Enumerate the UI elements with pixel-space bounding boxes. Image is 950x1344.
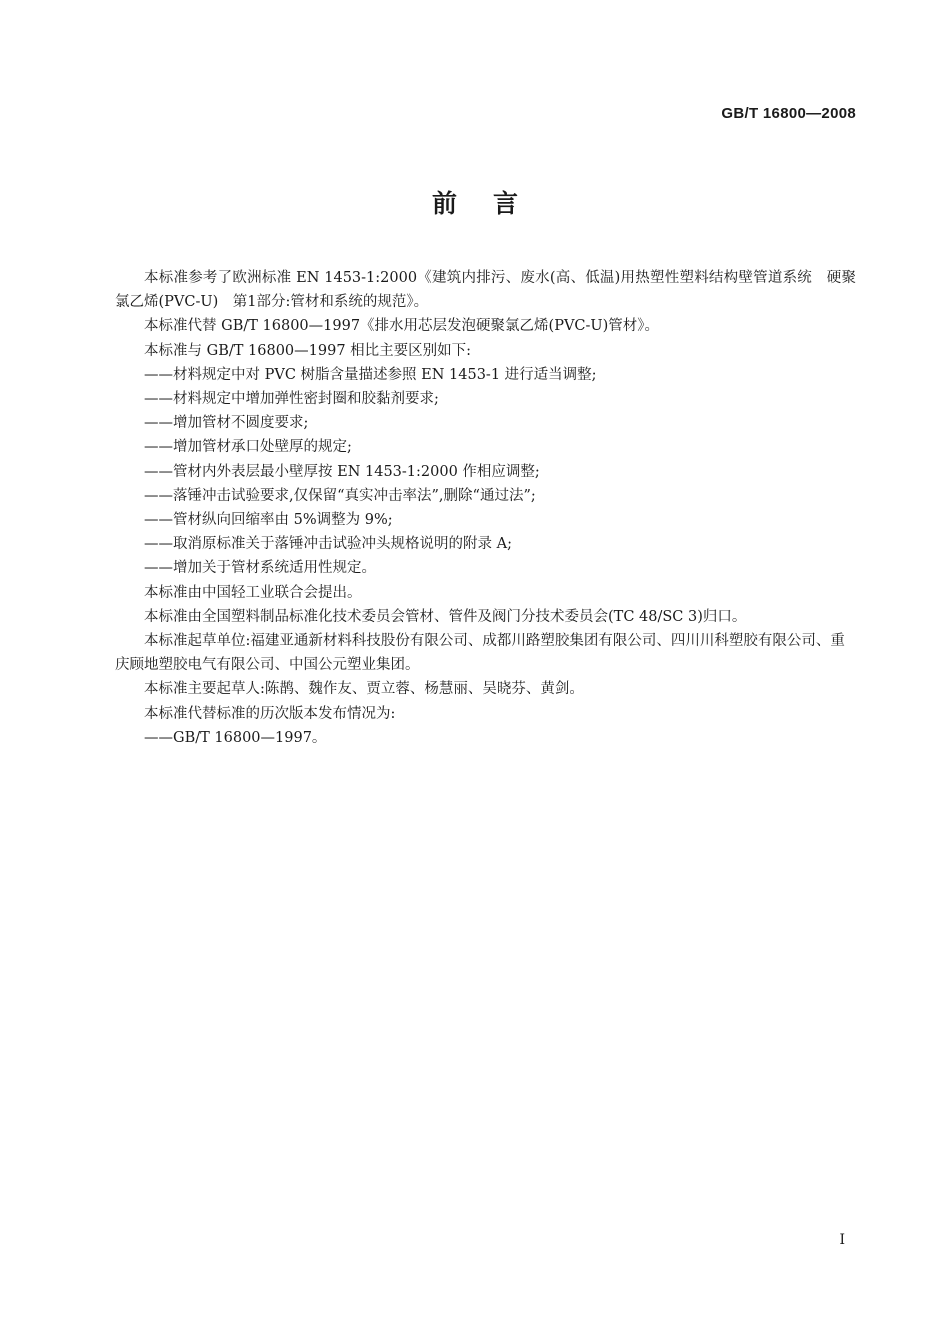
standard-code: GB/T 16800—2008 [721,105,856,122]
replaces-paragraph: 本标准代替 GB/T 16800—1997《排水用芯层发泡硬聚氯乙烯(PVC-U)管材》。 [144,318,660,335]
change-item: ——管材内外表层最小壁厚按 EN 1453-1:2000 作相应调整; [144,463,540,480]
history-item: ——GB/T 16800—1997。 [144,729,327,746]
change-item: ——增加关于管材系统适用性规定。 [144,560,376,577]
page-title: 前言 [431,189,554,218]
committee-paragraph: 本标准由全国塑料制品标准化技术委员会管材、管件及阀门分技术委员会(TC 48/SC 3)归口。 [144,608,747,625]
reference-paragraph: 本标准参考了欧洲标准 EN 1453-1:2000《建筑内排污、废水(高、低温)用热塑性塑料结构壁管道系统 硬聚氯乙烯(PVC-U) 第1部分:管材和系统的规范》。 [115,270,856,311]
change-item: ——增加管材承口处壁厚的规定; [144,439,352,456]
drafting-units-paragraph: 本标准起草单位:福建亚通新材料科技股份有限公司、成都川路塑胶集团有限公司、四川川科塑胶有限公司、重庆顾地塑胶电气有限公司、中国公元塑业集团。 [115,633,845,674]
proposer-paragraph: 本标准由中国轻工业联合会提出。 [144,584,362,601]
page-number: I [839,1232,845,1248]
change-item: ——取消原标准关于落锤冲击试验冲头规格说明的附录 A; [144,536,512,553]
document-body [115,266,856,750]
history-intro: 本标准代替标准的历次版本发布情况为: [144,705,396,722]
change-item: ——材料规定中对 PVC 树脂含量描述参照 EN 1453-1 进行适当调整; [144,366,597,383]
change-item: ——材料规定中增加弹性密封圈和胶黏剂要求; [144,391,439,408]
change-item: ——管材纵向回缩率由 5%调整为 9%; [144,512,393,529]
drafters-paragraph: 本标准主要起草人:陈鹊、魏作友、贾立蓉、杨慧丽、吴晓芬、黄剑。 [144,681,584,698]
change-item: ——增加管材不圆度要求; [144,415,309,432]
differences-intro: 本标准与 GB/T 16800—1997 相比主要区别如下: [144,342,472,359]
change-item: ——落锤冲击试验要求,仅保留“真实冲击率法”,删除“通过法”; [144,487,536,504]
